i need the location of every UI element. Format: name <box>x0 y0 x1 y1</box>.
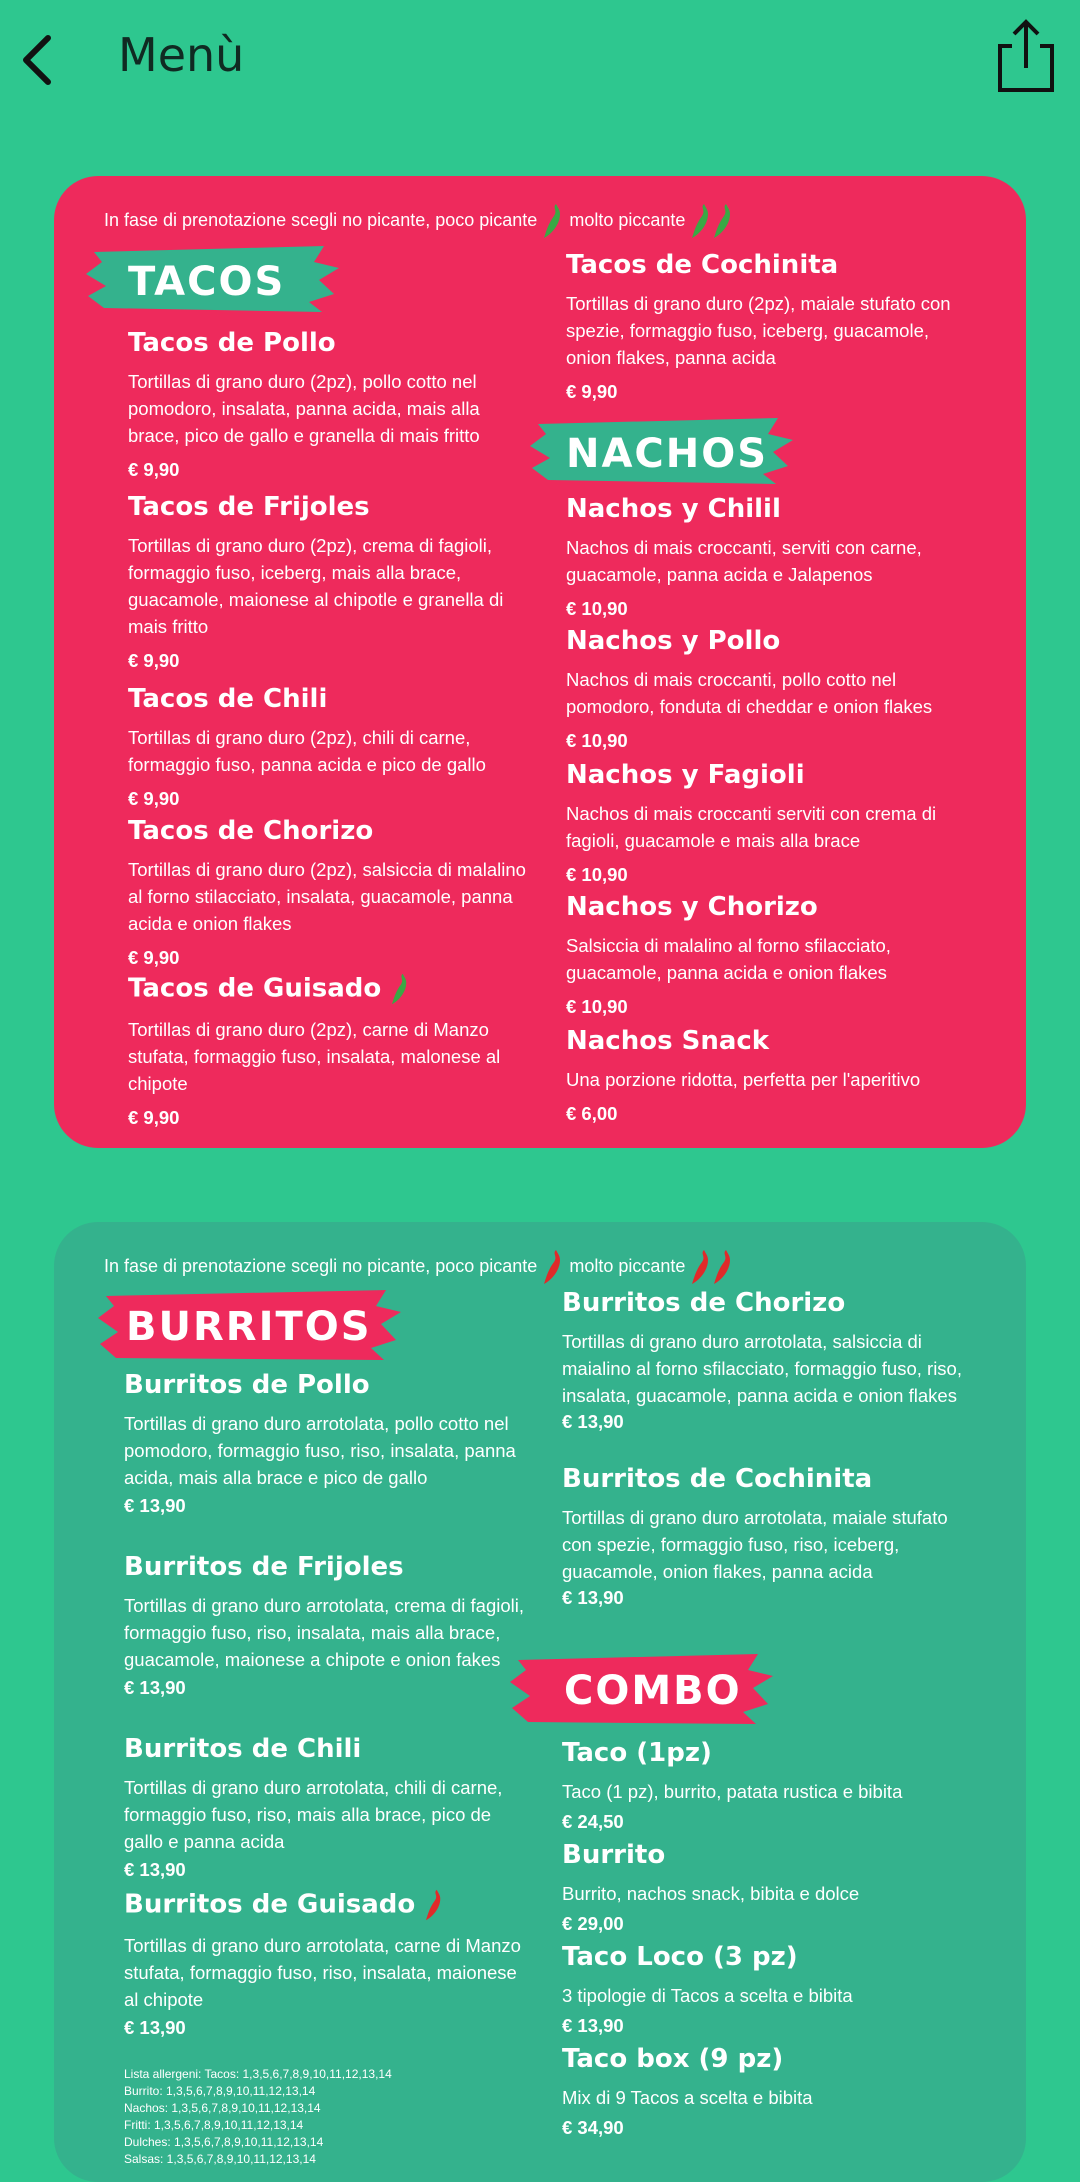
menu-item[interactable] <box>128 684 528 810</box>
share-icon <box>990 16 1062 96</box>
item-description: Salsiccia di malalino al forno sfilacciato, guacamole, panna acida e onion flakes <box>566 935 891 983</box>
item-name: Tacos de Chili <box>128 684 328 714</box>
item-name: Nachos y Chilil <box>566 494 781 524</box>
menu-item[interactable] <box>566 1026 966 1125</box>
item-name: Taco (1pz) <box>562 1738 712 1768</box>
item-description: Tortillas di grano duro arrotolata, salsiccia di maialino al forno sfilacciato, formaggio fuso, riso, insalata, guacamole, panna acida e onion flakes <box>562 1331 962 1406</box>
item-price: € 13,90 <box>562 2015 624 2036</box>
item-name-text: Burritos de Guisado <box>124 1889 416 1920</box>
item-description: 3 tipologie di Tacos a scelta e bibita <box>562 1985 853 2006</box>
item-price: € 9,90 <box>566 381 618 402</box>
allergen-line: Nachos: 1,3,5,6,7,8,9,10,11,12,13,14 <box>124 2101 321 2115</box>
share-button[interactable] <box>990 16 1062 96</box>
item-description: Tortillas di grano duro arrotolata, chili di carne, formaggio fuso, riso, mais alla brace, pico de gallo e panna acida <box>124 1777 503 1852</box>
section-title-combo: COMBO <box>564 1668 742 1714</box>
menu-item[interactable] <box>566 494 966 620</box>
allergen-line: Burrito: 1,3,5,6,7,8,9,10,11,12,13,14 <box>124 2084 316 2098</box>
item-price: € 6,00 <box>566 1103 618 1124</box>
item-description: Tortillas di grano duro (2pz), maiale stufato con spezie, formaggio fuso, iceberg, guacamole, onion flakes, panna acida <box>566 293 951 368</box>
menu-item[interactable] <box>128 972 528 1129</box>
spice-note-text-2: molto piccante <box>569 209 686 230</box>
item-price: € 10,90 <box>566 730 628 751</box>
item-price: € 13,90 <box>562 1411 624 1432</box>
menu-item[interactable] <box>566 760 966 886</box>
menu-item[interactable] <box>128 328 528 481</box>
section-title-tacos: TACOS <box>128 259 286 305</box>
chili-pepper-icon <box>690 1248 712 1286</box>
item-price: € 10,90 <box>566 864 628 885</box>
spice-note-text-2: molto piccante <box>569 1255 686 1276</box>
menu-item[interactable] <box>562 2044 962 2139</box>
menu-item[interactable] <box>124 1888 524 2039</box>
spice-note-text: In fase di prenotazione scegli no picante, poco picante <box>104 209 538 230</box>
top-bar <box>0 0 1080 120</box>
chili-pepper-icon <box>690 202 712 240</box>
item-name <box>124 1888 524 1922</box>
spice-note-text: In fase di prenotazione scegli no picante, poco picante <box>104 1255 538 1276</box>
chili-pepper-icon <box>424 1888 444 1922</box>
menu-item[interactable] <box>562 1942 962 2037</box>
item-price: € 13,90 <box>562 1587 624 1608</box>
item-price: € 10,90 <box>566 996 628 1017</box>
item-description: Burrito, nachos snack, bibita e dolce <box>562 1883 860 1904</box>
section-title-nachos: NACHOS <box>566 431 769 477</box>
menu-item[interactable] <box>128 816 528 969</box>
item-description: Nachos di mais croccanti, pollo cotto nel pomodoro, fonduta di cheddar e onion flakes <box>566 669 933 717</box>
menu-card-tacos-nachos <box>54 176 1026 1148</box>
item-description: Tortillas di grano duro (2pz), pollo cotto nel pomodoro, insalata, panna acida, mais alla brace, pico de gallo e granella di mais fritto <box>128 371 480 446</box>
menu-item[interactable] <box>124 1734 524 1881</box>
item-price: € 10,90 <box>566 598 628 619</box>
item-price: € 29,00 <box>562 1913 624 1934</box>
spice-note <box>104 202 734 240</box>
menu-item[interactable] <box>562 1464 962 1609</box>
menu-item[interactable] <box>566 892 966 1018</box>
chili-pepper-icon <box>712 1248 734 1286</box>
item-description: Nachos di mais croccanti serviti con crema di fagioli, guacamole e mais alla brace <box>566 803 937 851</box>
menu-item[interactable] <box>566 626 966 752</box>
spice-note <box>104 1248 734 1286</box>
menu-item[interactable] <box>562 1840 962 1935</box>
menu-item[interactable] <box>566 250 966 403</box>
item-price: € 13,90 <box>124 2017 186 2038</box>
item-description: Taco (1 pz), burrito, patata rustica e bibita <box>562 1781 903 1802</box>
menu-item[interactable] <box>128 492 528 672</box>
item-description: Tortillas di grano duro arrotolata, pollo cotto nel pomodoro, formaggio fuso, riso, insalata, panna acida, mais alla brace e pico de gallo <box>124 1413 516 1488</box>
item-price: € 9,90 <box>128 947 180 968</box>
item-name: Tacos de Chorizo <box>128 816 374 846</box>
item-description: Tortillas di grano duro arrotolata, carne di Manzo stufata, formaggio fuso, riso, insalata, maionese al chipote <box>124 1935 521 2010</box>
item-name: Tacos de Frijoles <box>128 492 370 522</box>
item-name: Nachos y Pollo <box>566 626 781 656</box>
item-name: Burritos de Chorizo <box>562 1288 846 1318</box>
item-price: € 24,50 <box>562 1811 624 1832</box>
item-name: Tacos de Pollo <box>128 328 336 358</box>
item-name: Burritos de Frijoles <box>124 1552 404 1582</box>
item-price: € 13,90 <box>124 1859 186 1880</box>
item-name: Burrito <box>562 1840 666 1870</box>
chili-pepper-icon <box>390 972 410 1006</box>
item-description: Mix di 9 Tacos a scelta e bibita <box>562 2087 813 2108</box>
item-description: Tortillas di grano duro (2pz), salsiccia di malalino al forno stilacciato, insalata, guacamole, panna acida e onion flakes <box>128 859 526 934</box>
item-description: Tortillas di grano duro arrotolata, crema di fagioli, formaggio fuso, riso, insalata, mais alla brace, guacamole, maionese a chipote e onion fakes <box>124 1595 524 1670</box>
item-price: € 9,90 <box>128 650 180 671</box>
allergen-line: Lista allergeni: Tacos: 1,3,5,6,7,8,9,10,11,12,13,14 <box>124 2067 392 2081</box>
menu-item[interactable] <box>562 1288 962 1433</box>
allergen-line: Dulches: 1,3,5,6,7,8,9,10,11,12,13,14 <box>124 2135 324 2149</box>
item-description: Tortillas di grano duro arrotolata, maiale stufato con spezie, formaggio fuso, riso, iceberg, guacamole, onion flakes, panna acida <box>562 1507 948 1582</box>
item-name <box>128 972 528 1006</box>
chevron-left-icon <box>14 30 64 90</box>
item-name: Nachos y Fagioli <box>566 760 805 790</box>
item-name: Nachos y Chorizo <box>566 892 818 922</box>
item-price: € 34,90 <box>562 2117 624 2138</box>
item-name: Burritos de Pollo <box>124 1370 370 1400</box>
item-name: Taco Loco (3 pz) <box>562 1942 798 1972</box>
chili-pepper-icon <box>542 202 564 240</box>
back-button[interactable] <box>14 30 64 90</box>
item-description: Tortillas di grano duro (2pz), chili di carne, formaggio fuso, panna acida e pico de gallo <box>128 727 486 775</box>
item-name: Nachos Snack <box>566 1026 770 1056</box>
page-title: Menù <box>118 28 245 82</box>
chili-pepper-icon <box>542 1248 564 1286</box>
item-price: € 9,90 <box>128 459 180 480</box>
item-price: € 13,90 <box>124 1677 186 1698</box>
item-name: Taco box (9 pz) <box>562 2044 784 2074</box>
item-name: Tacos de Cochinita <box>566 250 839 280</box>
item-price: € 9,90 <box>128 1107 180 1128</box>
allergen-line: Fritti: 1,3,5,6,7,8,9,10,11,12,13,14 <box>124 2118 304 2132</box>
menu-item[interactable] <box>562 1738 962 1833</box>
item-name: Burritos de Chili <box>124 1734 362 1764</box>
item-description: Nachos di mais croccanti, serviti con carne, guacamole, panna acida e Jalapenos <box>566 537 922 585</box>
section-title-burritos: BURRITOS <box>126 1304 372 1350</box>
allergen-line: Salsas: 1,3,5,6,7,8,9,10,11,12,13,14 <box>124 2152 316 2166</box>
menu-item[interactable] <box>124 1552 524 1699</box>
item-description: Tortillas di grano duro (2pz), crema di fagioli, formaggio fuso, iceberg, mais alla brace, guacamole, maionese al chipotle e granella di mais fritto <box>128 535 504 637</box>
item-price: € 13,90 <box>124 1495 186 1516</box>
allergen-list <box>124 2066 454 2168</box>
chili-pepper-icon <box>712 202 734 240</box>
menu-card-burritos-combo <box>54 1222 1026 2182</box>
item-description: Una porzione ridotta, perfetta per l'aperitivo <box>566 1069 921 1090</box>
item-description: Tortillas di grano duro (2pz), carne di Manzo stufata, formaggio fuso, insalata, malonese al chipote <box>128 1019 501 1094</box>
menu-item[interactable] <box>124 1370 524 1517</box>
item-name-text: Tacos de Guisado <box>128 973 382 1004</box>
item-name: Burritos de Cochinita <box>562 1464 873 1494</box>
item-price: € 9,90 <box>128 788 180 809</box>
